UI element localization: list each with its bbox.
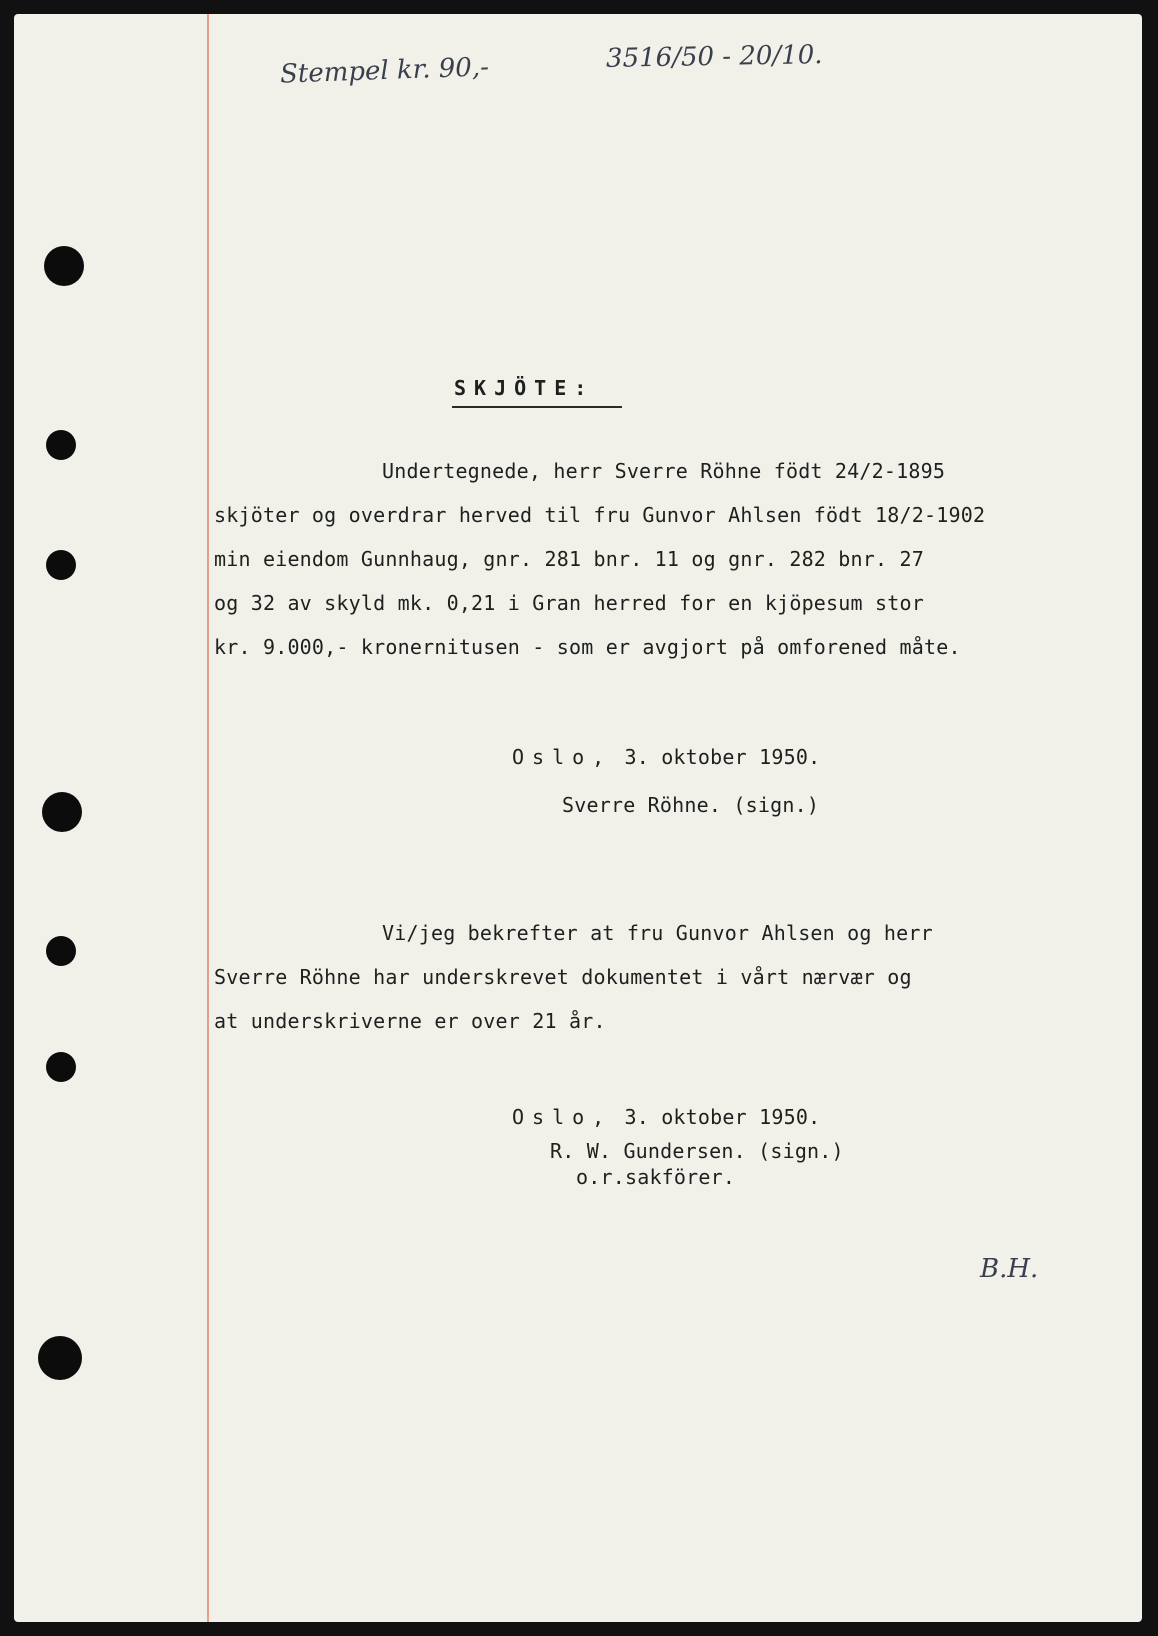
document-title: SKJÖTE:	[454, 376, 595, 400]
deed-line: min eiendom Gunnhaug, gnr. 281 bnr. 11 og gnr. 282 bnr. 27	[214, 547, 924, 571]
punch-hole	[46, 430, 76, 460]
witness-place-date	[512, 1106, 820, 1128]
deed-line: kr. 9.000,- kronernitusen - som er avgjort på omforened måte.	[214, 635, 961, 659]
punch-hole	[38, 1336, 82, 1380]
punch-hole	[46, 550, 76, 580]
witness-signature: R. W. Gundersen. (sign.)	[550, 1139, 844, 1163]
witness-line: Sverre Röhne har underskrevet dokumentet i vårt nærvær og	[214, 965, 912, 989]
punch-hole	[46, 936, 76, 966]
document-page	[14, 14, 1142, 1622]
witness-line: Vi/jeg bekrefter at fru Gunvor Ahlsen og herr	[382, 921, 933, 945]
margin-line	[207, 14, 209, 1622]
deed-place-date	[512, 746, 820, 768]
punch-hole	[42, 792, 82, 832]
handwritten-stamp-fee: Stempel kr. 90,-	[279, 52, 490, 90]
handwritten-reference: 3516/50 - 20/10.	[605, 40, 823, 74]
deed-line: og 32 av skyld mk. 0,21 i Gran herred for en kjöpesum stor	[214, 591, 924, 615]
handwritten-initials: B.H.	[980, 1254, 1039, 1284]
punch-hole	[44, 246, 84, 286]
witness-line: at underskriverne er over 21 år.	[214, 1009, 606, 1033]
deed-line: Undertegnede, herr Sverre Röhne födt 24/2-1895	[382, 459, 946, 483]
witness-place: Oslo,	[512, 1105, 613, 1129]
punch-hole	[46, 1052, 76, 1082]
title-underline	[452, 406, 622, 408]
deed-place: Oslo,	[512, 745, 613, 769]
deed-date: 3. oktober 1950.	[624, 745, 821, 769]
deed-signature: Sverre Röhne. (sign.)	[562, 793, 820, 817]
witness-date: 3. oktober 1950.	[624, 1105, 821, 1129]
witness-title: o.r.sakförer.	[576, 1165, 736, 1189]
deed-line: skjöter og overdrar herved til fru Gunvor Ahlsen födt 18/2-1902	[214, 503, 986, 527]
